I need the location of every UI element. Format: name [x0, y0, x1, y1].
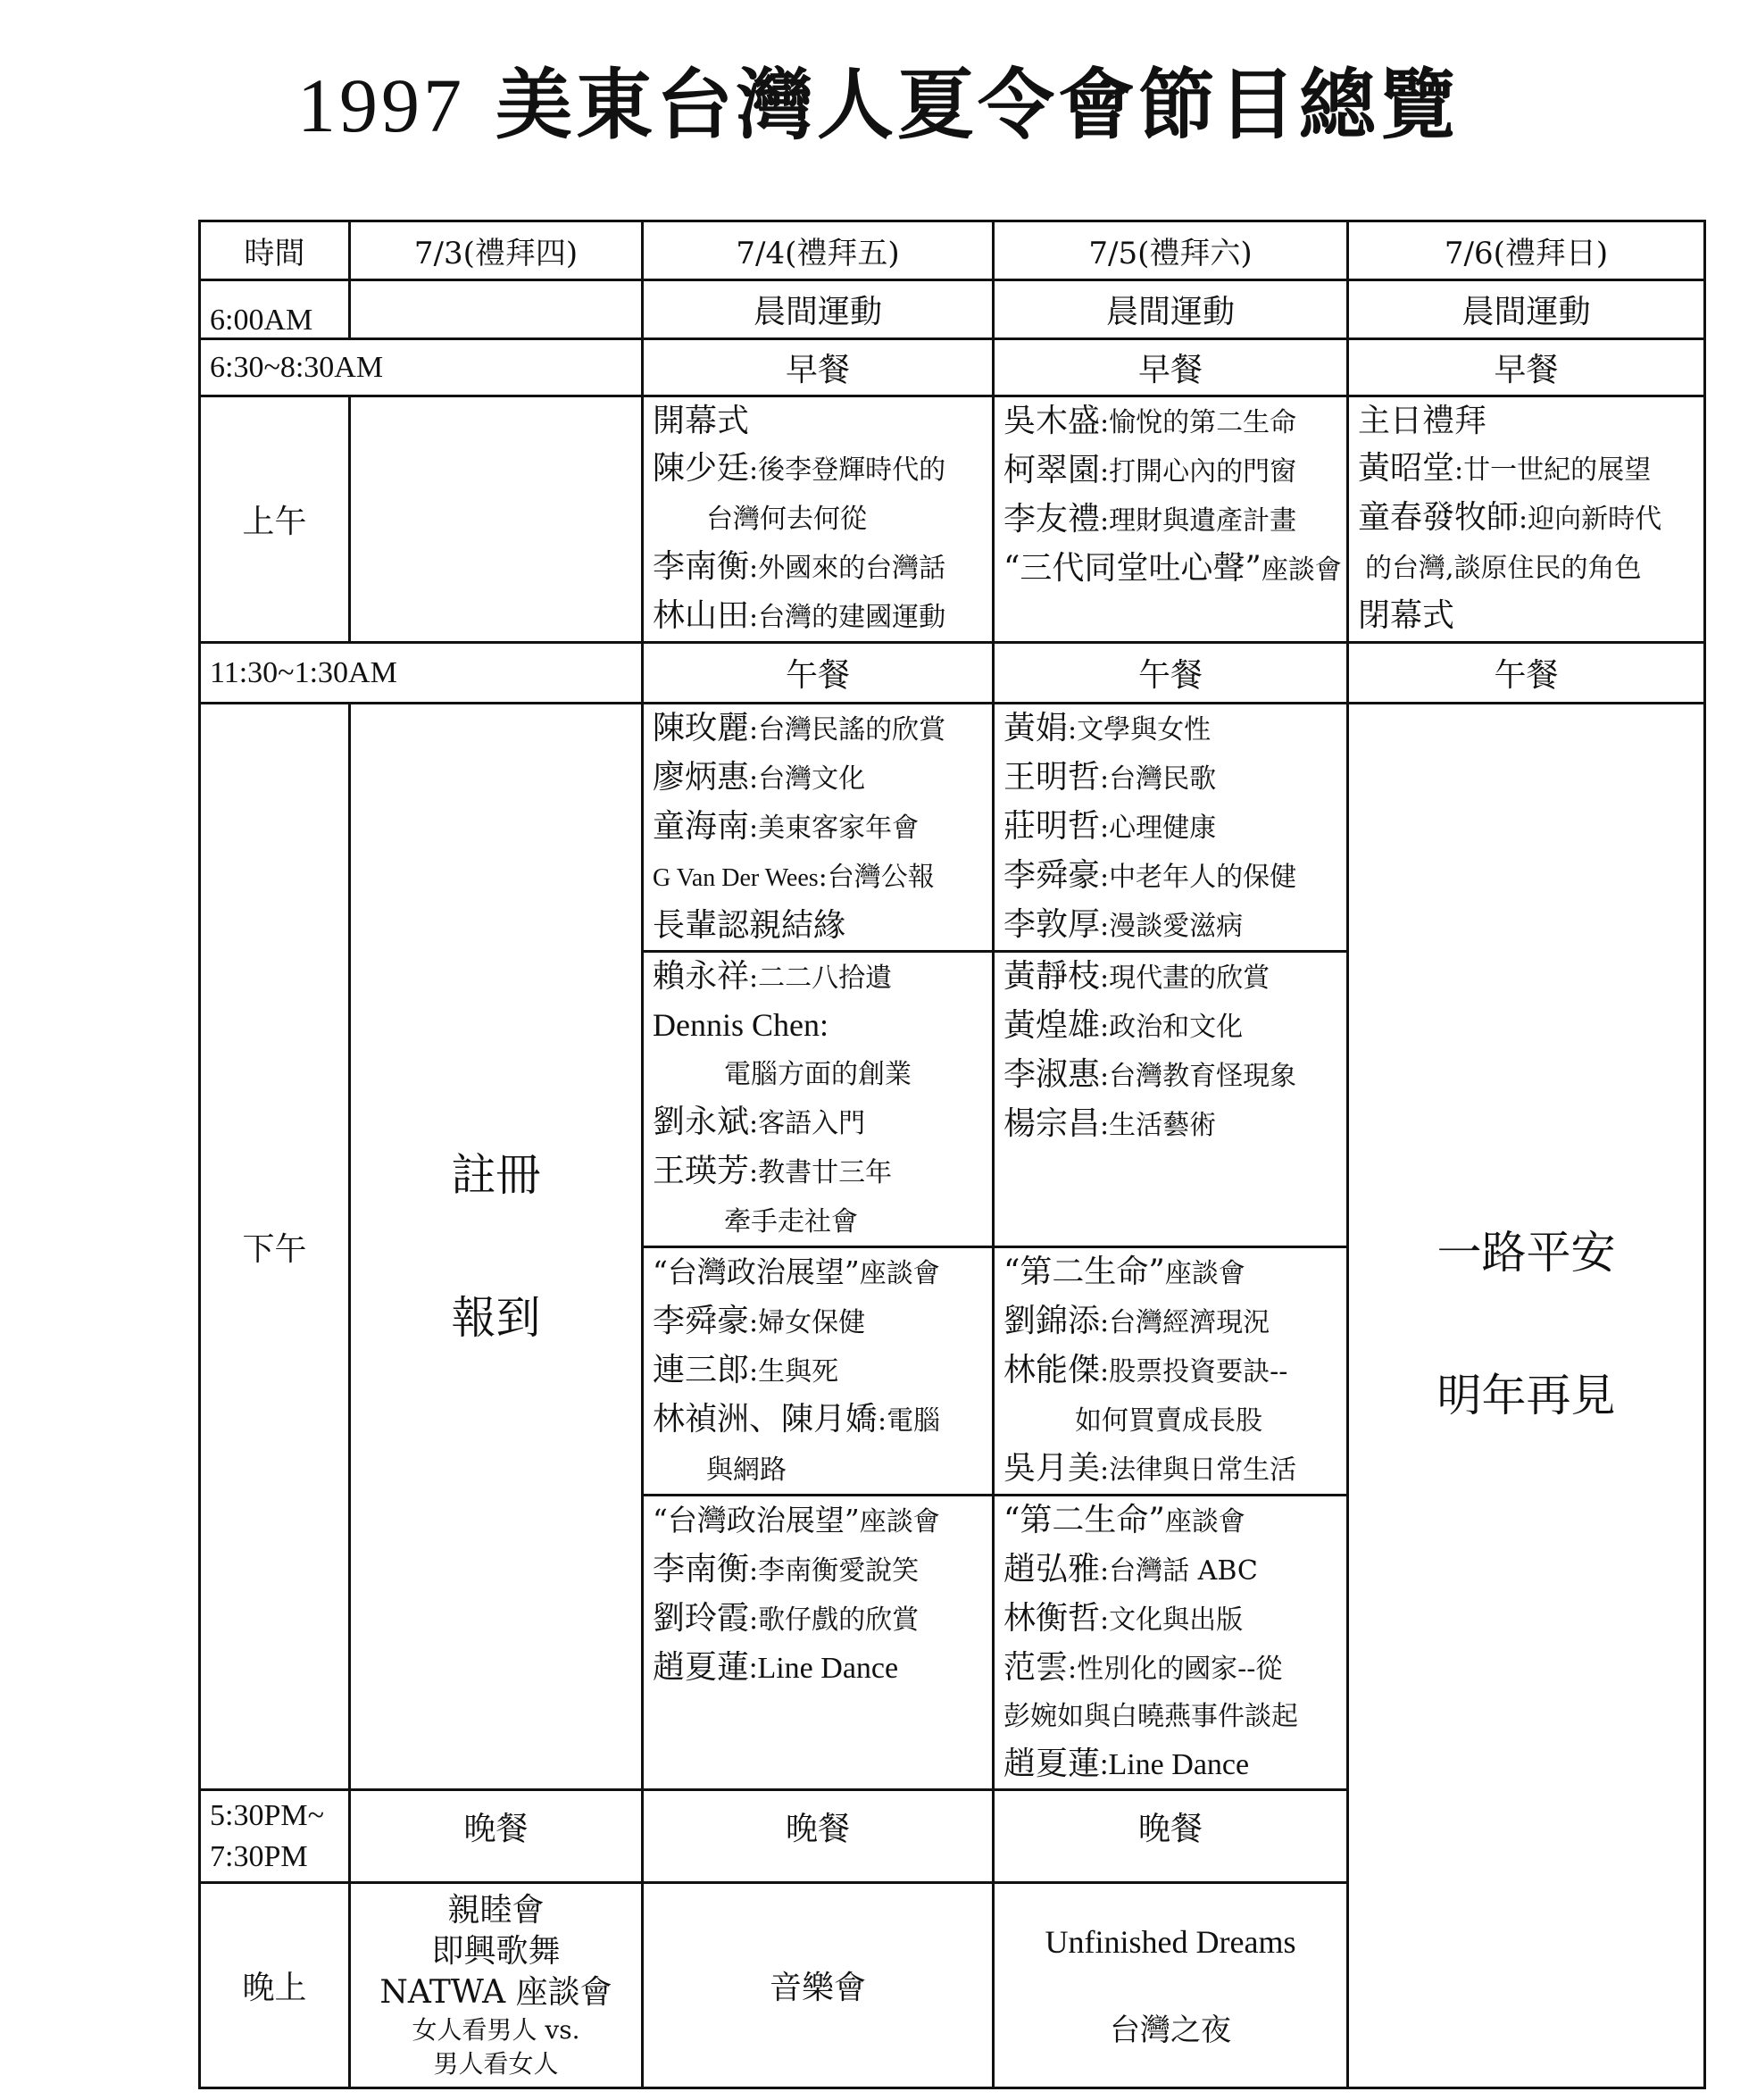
- pm2-d2-2-topic: 電腦方面的創業: [724, 1059, 912, 1090]
- pm1-d2: [643, 704, 994, 952]
- morning-d2-4-name: 林山田: [653, 597, 750, 634]
- pm4-d2-0-name: “台灣政治展望”: [653, 1503, 860, 1538]
- time-evening: 晚上: [200, 1883, 350, 2088]
- pm2-d2-0-name: 賴永祥: [653, 958, 750, 995]
- pm1-d3-1-name: 王明哲: [1003, 759, 1101, 796]
- pm2-d2-3-topic: :客語入門: [749, 1108, 866, 1139]
- pm1-d3-4-topic: :漫談愛滋病: [1100, 911, 1244, 942]
- pm4-d3-3-name: 范雲: [1003, 1649, 1069, 1686]
- pm3-d2-4-topic: 與網路: [706, 1454, 787, 1486]
- pm2-d3-1-name: 黃煌雄: [1003, 1007, 1101, 1044]
- breakfast-d3: 早餐: [994, 339, 1348, 396]
- morning-d2-0-name: 開幕式: [653, 403, 750, 439]
- pm3-d2-1-topic: :婦女保健: [749, 1307, 866, 1338]
- breakfast-d2: 早餐: [643, 339, 994, 396]
- pm1-d3-3-name: 李舜豪: [1003, 857, 1101, 894]
- pm3-d2-2-topic: :生與死: [749, 1356, 839, 1388]
- dinner-d1: 晚餐: [350, 1790, 643, 1883]
- dinner-d2: 晚餐: [643, 1790, 994, 1883]
- time-630: 6:30~8:30AM: [200, 339, 643, 396]
- morning-d2-4-topic: :台灣的建國運動: [749, 602, 946, 633]
- header-time: 時間: [200, 221, 350, 280]
- pm1-d3-1-topic: :台灣民歌: [1100, 763, 1217, 795]
- pm3-d2-3-name: 林禎洲、陳月嬌: [653, 1401, 878, 1438]
- pm1-d2-0-name: 陳玫麗: [653, 710, 750, 746]
- pm2-d2-4-name: 王瑛芳: [653, 1153, 750, 1189]
- pm1-d3-0-topic: :文學與女性: [1068, 714, 1212, 746]
- header-day-3: 7/5(禮拜六): [994, 221, 1348, 280]
- pm3-d3: [994, 1247, 1348, 1496]
- pm2-d3: [994, 952, 1348, 1247]
- pm3-d3-2-topic: :股票投資要訣--: [1100, 1356, 1288, 1388]
- morning-d4-2-name: 童春發牧師: [1358, 499, 1520, 536]
- time-morning: 上午: [200, 396, 350, 643]
- morning-d3: [994, 396, 1348, 643]
- pm1-d2-2-name: 童海南: [653, 808, 750, 845]
- morning-d2-1-name: 陳少廷: [653, 450, 750, 487]
- pm1-d2-1-topic: :台灣文化: [749, 763, 866, 795]
- morning-d4: [1348, 396, 1705, 643]
- pm3-d2-1-name: 李舜豪: [653, 1303, 750, 1339]
- title-text: 美東台灣人夏令會節目總覽: [495, 60, 1460, 150]
- evening-d1-0: 親睦會: [447, 1891, 545, 1929]
- cell-600-d3: 晨間運動: [994, 280, 1348, 339]
- evening-d3-1: 台灣之夜: [1110, 2012, 1231, 2048]
- morning-d2-2-topic: 台灣何去何從: [706, 504, 867, 535]
- pm3-d3-1-name: 劉錦添: [1003, 1303, 1101, 1339]
- pm4-d2-2-topic: :歌仔戲的欣賞: [749, 1604, 920, 1636]
- farewell-cell: [1348, 704, 1705, 2088]
- pm1-d3: [994, 704, 1348, 952]
- pm1-d3-0-name: 黃娟: [1003, 710, 1069, 746]
- pm1-d2-4-name: 長輩認親結緣: [653, 907, 846, 944]
- pm2-d3-0-topic: :現代畫的欣賞: [1100, 962, 1270, 994]
- pm2-d2-4-topic: :教書廿三年: [749, 1157, 893, 1188]
- breakfast-d4: 早餐: [1348, 339, 1705, 396]
- pm4-d2-2-name: 劉玲霞: [653, 1600, 750, 1637]
- morning-d4-0-name: 主日禮拜: [1358, 403, 1487, 439]
- pm2-d3-3-topic: :生活藝術: [1100, 1110, 1217, 1141]
- morning-d4-3-topic: 的台灣,談原住民的角色: [1365, 553, 1642, 584]
- morning-d2-1-topic: :後李登輝時代的: [749, 454, 946, 486]
- header-day-4: 7/6(禮拜日): [1348, 221, 1705, 280]
- farewell-line-2: 明年再見: [1436, 1370, 1616, 1421]
- registration-line-1: 註冊: [451, 1149, 541, 1201]
- pm3-d2: [643, 1247, 994, 1496]
- pm3-d3-4-name: 吳月美: [1003, 1450, 1101, 1487]
- morning-d3-1-topic: :打開心內的門窗: [1100, 456, 1297, 488]
- pm4-d3-2-topic: :文化與出版: [1100, 1604, 1244, 1636]
- pm4-d3-5-name: 趙夏蓮: [1003, 1746, 1101, 1782]
- pm2-d3-2-topic: :台灣教育怪現象: [1100, 1061, 1297, 1092]
- morning-d3-3-name: “三代同堂吐心聲”: [1003, 550, 1262, 587]
- pm2-d2-3-name: 劉永斌: [653, 1104, 750, 1140]
- row-630: [200, 339, 1705, 396]
- evening-d3: [994, 1883, 1348, 2088]
- pm4-d2-3-name: 趙夏蓮: [653, 1649, 750, 1686]
- morning-d4-2-topic: :迎向新時代: [1519, 504, 1662, 535]
- pm3-d3-0-name: “第二生命”: [1003, 1254, 1165, 1290]
- pm4-d3-2-name: 林衡哲: [1003, 1600, 1101, 1637]
- evening-d1-4: 男人看女人: [433, 2048, 559, 2079]
- time-1130: 11:30~1:30AM: [200, 643, 643, 704]
- cell-600-d1: [350, 280, 643, 339]
- evening-d1-3: 女人看男人 vs.: [412, 2014, 580, 2045]
- morning-d3-1-name: 柯翠園: [1003, 452, 1101, 488]
- pm2-d2-0-topic: :二二八拾遺: [749, 962, 893, 994]
- morning-d3-2-name: 李友禮: [1003, 501, 1101, 538]
- pm1-d2-0-topic: :台灣民謠的欣賞: [749, 714, 946, 746]
- pm1-d2-2-topic: :美東客家年會: [749, 812, 920, 844]
- morning-d2: [643, 396, 994, 643]
- time-600: 6:00AM: [200, 280, 350, 339]
- pm4-d3-5-topic: :Line Dance: [1100, 1748, 1250, 1781]
- registration-cell: [350, 704, 643, 1790]
- morning-d4-4-name: 閉幕式: [1358, 597, 1455, 634]
- pm2-d3-3-name: 楊宗昌: [1003, 1105, 1101, 1142]
- header-day-1: 7/3(禮拜四): [350, 221, 643, 280]
- time-dinner-start: 5:30PM~: [210, 1798, 324, 1832]
- pm3-d2-2-name: 連三郎: [653, 1352, 750, 1388]
- pm1-d2-3-name: G Van Der Wees: [653, 864, 819, 892]
- pm1-d3-3-topic: :中老年人的保健: [1100, 862, 1297, 893]
- lunch-d3: 午餐: [994, 643, 1348, 704]
- evening-d3-0: Unfinished Dreams: [1045, 1924, 1296, 1960]
- pm3-d2-0-name: “台灣政治展望”: [653, 1254, 860, 1289]
- pm4-d2-1-topic: :李南衡愛說笑: [749, 1555, 920, 1587]
- cell-600-d4: 晨間運動: [1348, 280, 1705, 339]
- evening-d2: 音樂會: [643, 1883, 994, 2088]
- schedule-table: [198, 220, 1706, 2089]
- pm2-d2-5-topic: 牽手走社會: [724, 1206, 858, 1238]
- morning-d3-3-topic: 座談會: [1261, 554, 1342, 586]
- pm3-d3-1-topic: :台灣經濟現況: [1100, 1307, 1270, 1338]
- pm4-d3-3-topic: :性別化的國家--從: [1068, 1654, 1283, 1685]
- row-1130: [200, 643, 1705, 704]
- time-afternoon: 下午: [200, 704, 350, 1790]
- pm3-d3-2-name: 林能傑: [1003, 1352, 1101, 1388]
- row-morning: [200, 396, 1705, 643]
- pm1-d3-4-name: 李敦厚: [1003, 906, 1101, 943]
- morning-d4-1-name: 黃昭堂: [1358, 450, 1455, 487]
- time-dinner: [200, 1790, 350, 1883]
- morning-d3-0-topic: :愉悅的第二生命: [1100, 407, 1297, 438]
- pm3-d3-3-topic: 如何買賣成長股: [1075, 1405, 1262, 1437]
- header-day-2: 7/4(禮拜五): [643, 221, 994, 280]
- pm3-d2-3-topic: :電腦: [878, 1405, 941, 1437]
- time-dinner-end: 7:30PM: [210, 1839, 308, 1873]
- morning-d1: [350, 396, 643, 643]
- title-year: 1997: [297, 62, 466, 148]
- farewell-line-1: 一路平安: [1436, 1227, 1616, 1279]
- pm4-d2-0-topic: 座談會: [859, 1506, 940, 1538]
- lunch-d4: 午餐: [1348, 643, 1705, 704]
- morning-d4-1-topic: :廿一世紀的展望: [1454, 454, 1652, 486]
- lunch-d2: 午餐: [643, 643, 994, 704]
- pm4-d2-1-name: 李南衡: [653, 1551, 750, 1588]
- evening-d1-1: 即興歌舞: [431, 1932, 561, 1970]
- row-600: [200, 280, 1705, 339]
- evening-d1: [350, 1883, 643, 2088]
- pm2-d2-1-name: Dennis Chen:: [653, 1007, 829, 1043]
- morning-d3-0-name: 吳木盛: [1003, 403, 1101, 439]
- registration-line-2: 報到: [451, 1292, 541, 1344]
- dinner-d3: 晚餐: [994, 1790, 1348, 1883]
- pm4-d3-1-topic: :台灣話 ABC: [1100, 1555, 1258, 1587]
- pm4-d3: [994, 1496, 1348, 1790]
- pm2-d3-1-topic: :政治和文化: [1100, 1012, 1244, 1043]
- pm4-d3-1-name: 趙弘雅: [1003, 1551, 1101, 1588]
- pm2-d3-0-name: 黃靜枝: [1003, 958, 1101, 995]
- pm4-d3-0-name: “第二生命”: [1003, 1502, 1165, 1538]
- pm4-d3-4-topic: 彭婉如與白曉燕事件談起: [1003, 1701, 1298, 1732]
- pm3-d2-0-topic: 座談會: [859, 1258, 940, 1289]
- pm4-d2-3-topic: :Line Dance: [749, 1652, 899, 1685]
- cell-600-d2: 晨間運動: [643, 280, 994, 339]
- pm1-d2-1-name: 廖炳惠: [653, 759, 750, 796]
- pm2-d2: [643, 952, 994, 1247]
- morning-d2-3-topic: :外國來的台灣話: [749, 553, 946, 584]
- pm4-d2: [643, 1496, 994, 1790]
- page-title: [0, 43, 1757, 154]
- pm4-d3-0-topic: 座談會: [1164, 1506, 1245, 1538]
- pm1-d3-2-name: 莊明哲: [1003, 808, 1101, 845]
- pm3-d3-0-topic: 座談會: [1164, 1258, 1245, 1289]
- row-pm-1: [200, 704, 1705, 952]
- header-row: [200, 221, 1705, 280]
- morning-d3-2-topic: :理財與遺產計畫: [1100, 505, 1297, 537]
- pm1-d2-3-topic: :台灣公報: [818, 862, 935, 893]
- pm2-d3-2-name: 李淑惠: [1003, 1056, 1101, 1093]
- pm1-d3-2-topic: :心理健康: [1100, 812, 1217, 844]
- evening-d1-2: NATWA 座談會: [379, 1973, 612, 2011]
- pm3-d3-4-topic: :法律與日常生活: [1100, 1454, 1297, 1486]
- morning-d2-3-name: 李南衡: [653, 548, 750, 585]
